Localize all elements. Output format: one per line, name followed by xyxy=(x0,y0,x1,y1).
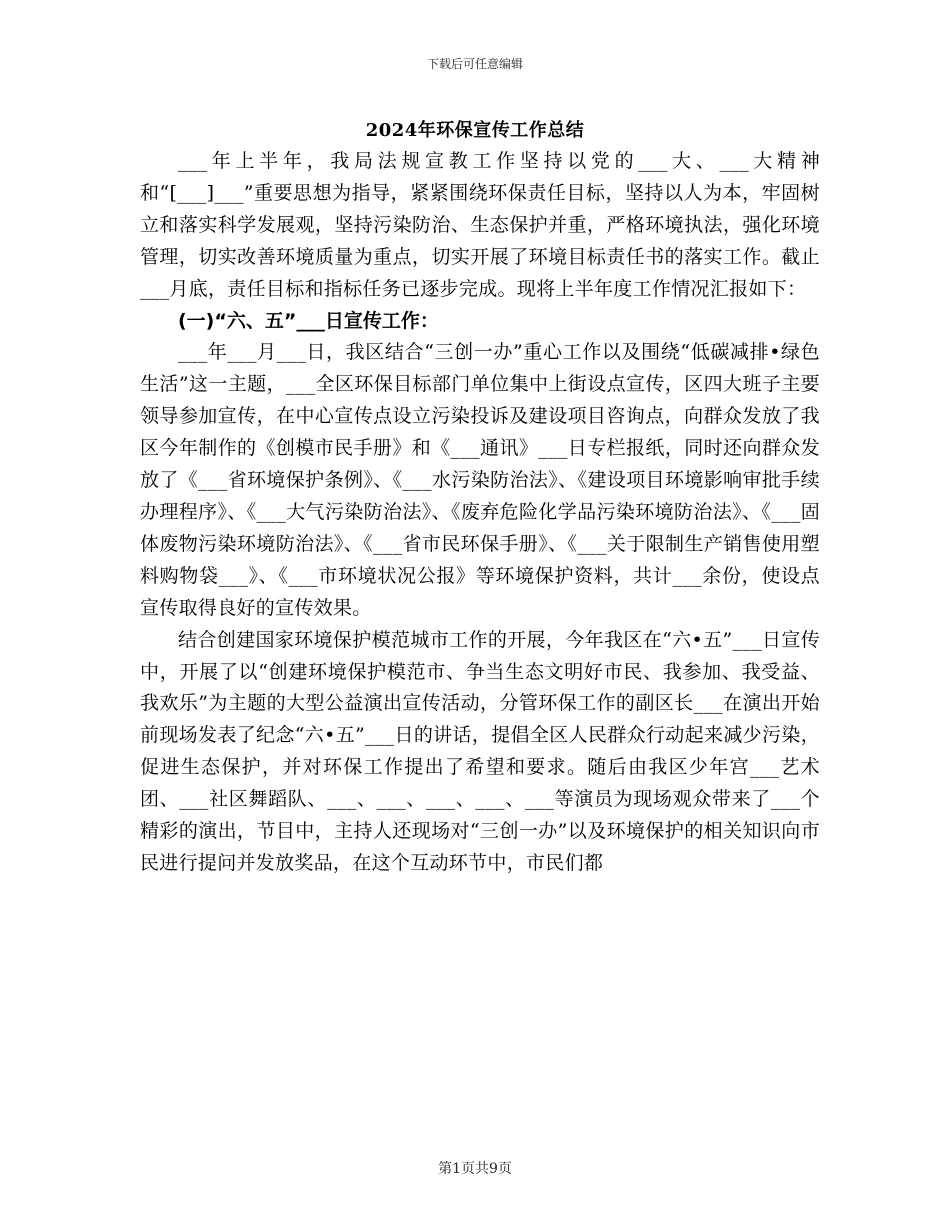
body-paragraph-2: 结合创建国家环境保护模范城市工作的开展，今年我区在“六•五”___日宣传中，开展了以“创建环境保护模范市、争当生态文明好市民、我参加、我受益、我欢乐”为主题的大型公益演出宣传活动，分管环保工作的副区长___在演出开始前现场发表了纪念“六•五”___日的讲话，提倡全区人民群众行动起来减少污染，促进生态保护，并对环保工作提出了希望和要求。随后由我区少年宫___艺术团、___社区舞蹈队、___、___、___、___、___等演员为现场观众带来了___个精彩的演出，节目中，主持人还现场对“三创一办”以及环境保护的相关知识向市民进行提问并发放奖品，在这个互动环节中，市民们都 xyxy=(140,628,820,874)
page-number: 第1页共9页 xyxy=(438,1161,512,1177)
section-heading: (一)“六、五”___日宣传工作： xyxy=(178,309,439,332)
body-paragraph-1: ___年___月___日，我区结合“三创一办”重心工作以及围绕“低碳减排•绿色生活”这一主题，___全区环保目标部门单位集中上街设点宣传，区四大班子主要领导参加宣传，在中心宣传点设立污染投诉及建设项目咨询点，向群众发放了我区今年制作的《创模市民手册》和《___通讯》___日专栏报纸，同时还向群众发放了《___省环境保护条例》、《___水污染防治法》、《建设项目环境影响审批手续办理程序》、《___大气污染防治法》、《废弃危险化学品污染环境防治法》、《___固体废物污染环境防治法》、《___省市民环保手册》、《___关于限制生产销售使用塑料购物袋___》、《___市环境状况公报》等环境保护资料，共计___余份，使设点宣传取得良好的宣传效果。 xyxy=(140,341,820,619)
document-body xyxy=(140,146,820,880)
document-title: 2024年环保宣传工作总结 xyxy=(365,120,585,141)
intro-paragraph: ___年上半年，我局法规宣教工作坚持以党的___大、___大精神和“[___]___”重要思想为指导，紧紧围绕环保责任目标，坚持以人为本，牢固树立和落实科学发展观，坚持污染防治、生态保护并重，严格环境执法，强化环境管理，切实改善环境质量为重点，切实开展了环境目标责任书的落实工作。截止___月底，责任目标和指标任务已逐步完成。现将上半年度工作情况汇报如下： xyxy=(140,150,820,300)
page-header-note: 下载后可任意编辑 xyxy=(426,57,523,71)
